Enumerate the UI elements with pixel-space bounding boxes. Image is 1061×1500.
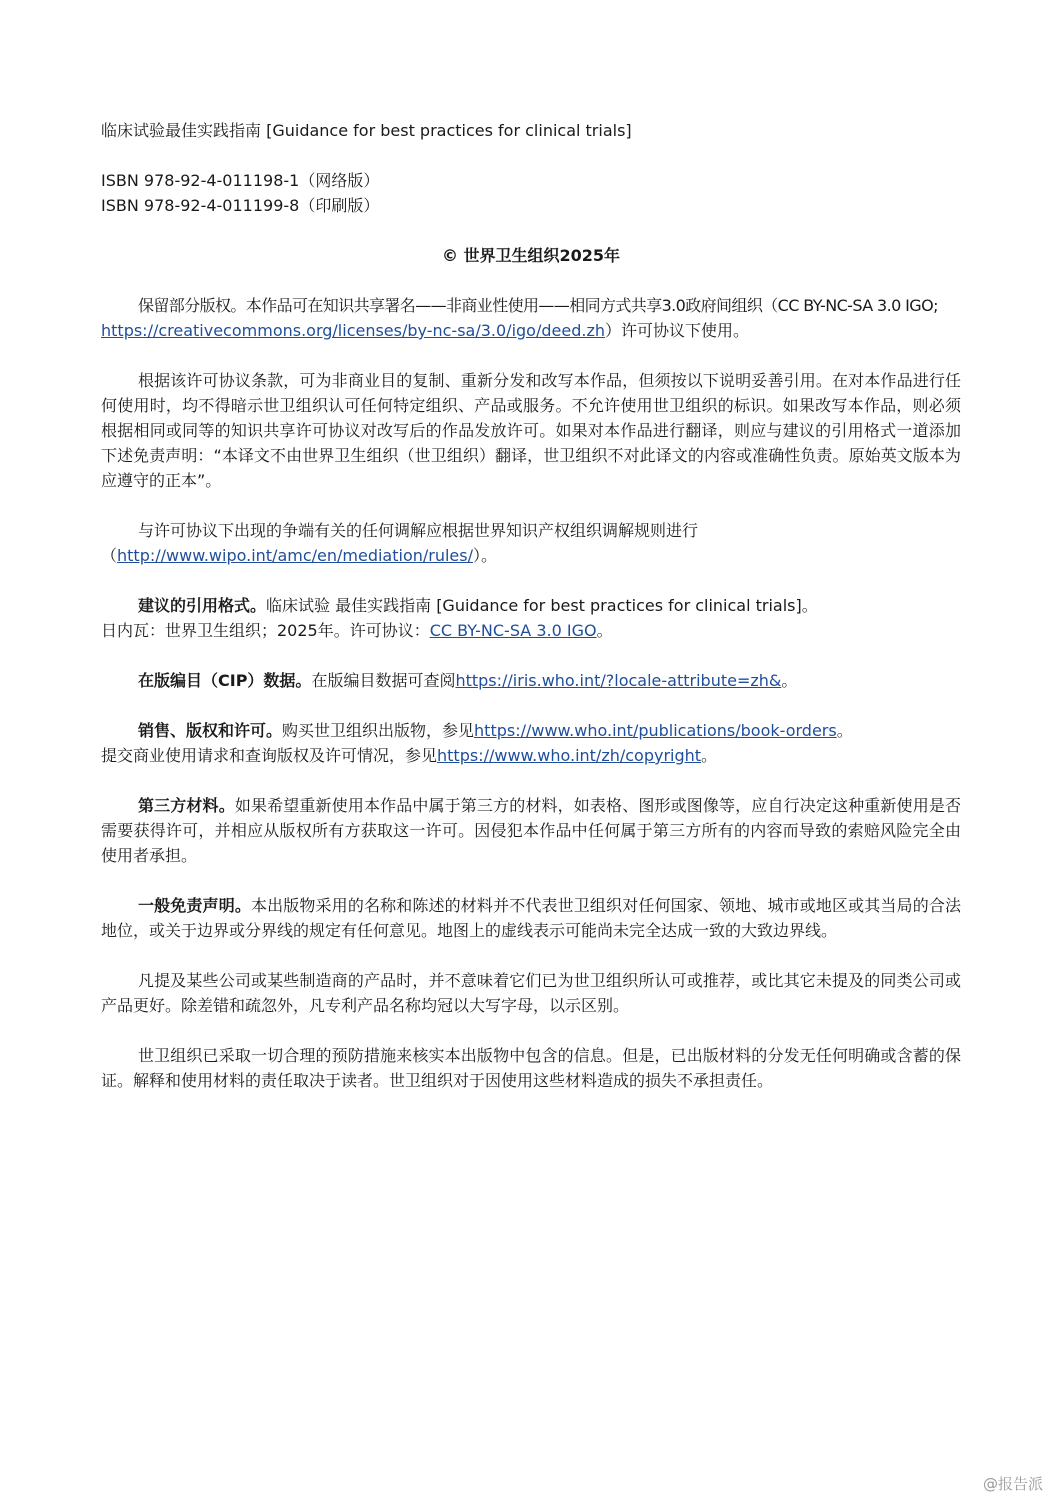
third-party-label: 第三方材料。 — [138, 796, 235, 815]
disclaimer-label: 一般免责声明。 — [138, 896, 251, 915]
watermark: @报告派 — [982, 1475, 1043, 1493]
copyright-link[interactable]: https://www.who.int/zh/copyright — [437, 746, 702, 765]
third-party-paragraph: 第三方材料。如果希望重新使用本作品中属于第三方的材料，如表格、图形或图像等，应自行决定这种重新使用是否需要获得许可，并相应从版权所有方获取这一许可。因侵犯本作品中任何属于第三方所有的内容而导致的索赔风险完全由使用者承担。 — [101, 796, 961, 865]
companies-paragraph: 凡提及某些公司或某些制造商的产品时，并不意味着它们已为世卫组织所认可或推荐，或比其它未提及的同类公司或产品更好。除差错和疏忽外，凡专利产品名称均冠以大写字母，以示区别。 — [101, 971, 961, 1015]
cc-license-link[interactable]: CC BY-NC-SA 3.0 IGO — [429, 621, 597, 640]
isbn-print: ISBN 978-92-4-011199-8（印刷版） — [101, 196, 380, 215]
isbn-online: ISBN 978-92-4-011198-1（网络版） — [101, 171, 380, 190]
citation-paragraph: 建议的引用格式。临床试验 最佳实践指南 [Guidance for best practices for clinical trials]。 日内瓦：世界卫生组织；2025年。许可协议：CC BY-NC-SA 3.0 IGO。 — [101, 596, 818, 640]
iris-link[interactable]: https://iris.who.int/?locale-attribute=zh& — [455, 671, 782, 690]
precautions-paragraph: 世卫组织已采取一切合理的预防措施来核实本出版物中包含的信息。但是，已出版材料的分发无任何明确或含蓄的保证。解释和使用材料的责任取决于读者。世卫组织对于因使用这些材料造成的损失不承担责任。 — [101, 1046, 961, 1090]
document-body — [101, 118, 961, 1093]
sales-paragraph: 销售、版权和许可。购买世卫组织出版物，参见https://www.who.int/publications/book-orders。 提交商业使用请求和查询版权及许可情况，参见https://www.who.int/zh/copyright。 — [101, 721, 853, 765]
copyright-line: © 世界卫生组织2025年 — [441, 246, 621, 265]
mediation-paragraph: 与许可协议下出现的争端有关的任何调解应根据世界知识产权组织调解规则进行 （http://www.wipo.int/amc/en/mediation/rules/）。 — [101, 521, 699, 565]
terms-paragraph: 根据该许可协议条款，可为非商业目的复制、重新分发和改写本作品，但须按以下说明妥善引用。在对本作品进行任何使用时，均不得暗示世卫组织认可任何特定组织、产品或服务。不允许使用世卫组织的标识。如果改写本作品，则必须根据相同或同等的知识共享许可协议对改写后的作品发放许可。如果对本作品进行翻译，则应与建议的引用格式一道添加下述免责声明：“本译文不由世界卫生组织（世卫组织）翻译，世卫组织不对此译文的内容或准确性负责。原始英文版本为应遵守的正本”。 — [101, 371, 961, 490]
book-orders-link[interactable]: https://www.who.int/publications/book-orders — [474, 721, 837, 740]
disclaimer-paragraph: 一般免责声明。本出版物采用的名称和陈述的材料并不代表世卫组织对任何国家、领地、城市或地区或其当局的合法地位，或关于边界或分界线的规定有任何意见。地图上的虚线表示可能尚未完全达成一致的大致边界线。 — [101, 896, 961, 940]
license-link[interactable]: https://creativecommons.org/licenses/by-nc-sa/3.0/igo/deed.zh — [101, 321, 605, 340]
document-title: 临床试验最佳实践指南 [Guidance for best practices for clinical trials] — [101, 121, 632, 140]
citation-label: 建议的引用格式。 — [138, 596, 267, 615]
wipo-link[interactable]: http://www.wipo.int/amc/en/mediation/rules/ — [117, 546, 473, 565]
sales-label: 销售、版权和许可。 — [138, 721, 283, 740]
cip-label: 在版编目（CIP）数据。 — [138, 671, 312, 690]
license-paragraph: 保留部分版权。本作品可在知识共享署名——非商业性使用——相同方式共享3.0政府间组织（CC BY-NC-SA 3.0 IGO; https://creativecommons.org/licenses/by-nc-sa/3.0/igo/deed.zh）许可协议下使用。 — [101, 296, 938, 340]
cip-paragraph: 在版编目（CIP）数据。在版编目数据可查阅https://iris.who.int/?locale-attribute=zh&。 — [138, 671, 798, 690]
